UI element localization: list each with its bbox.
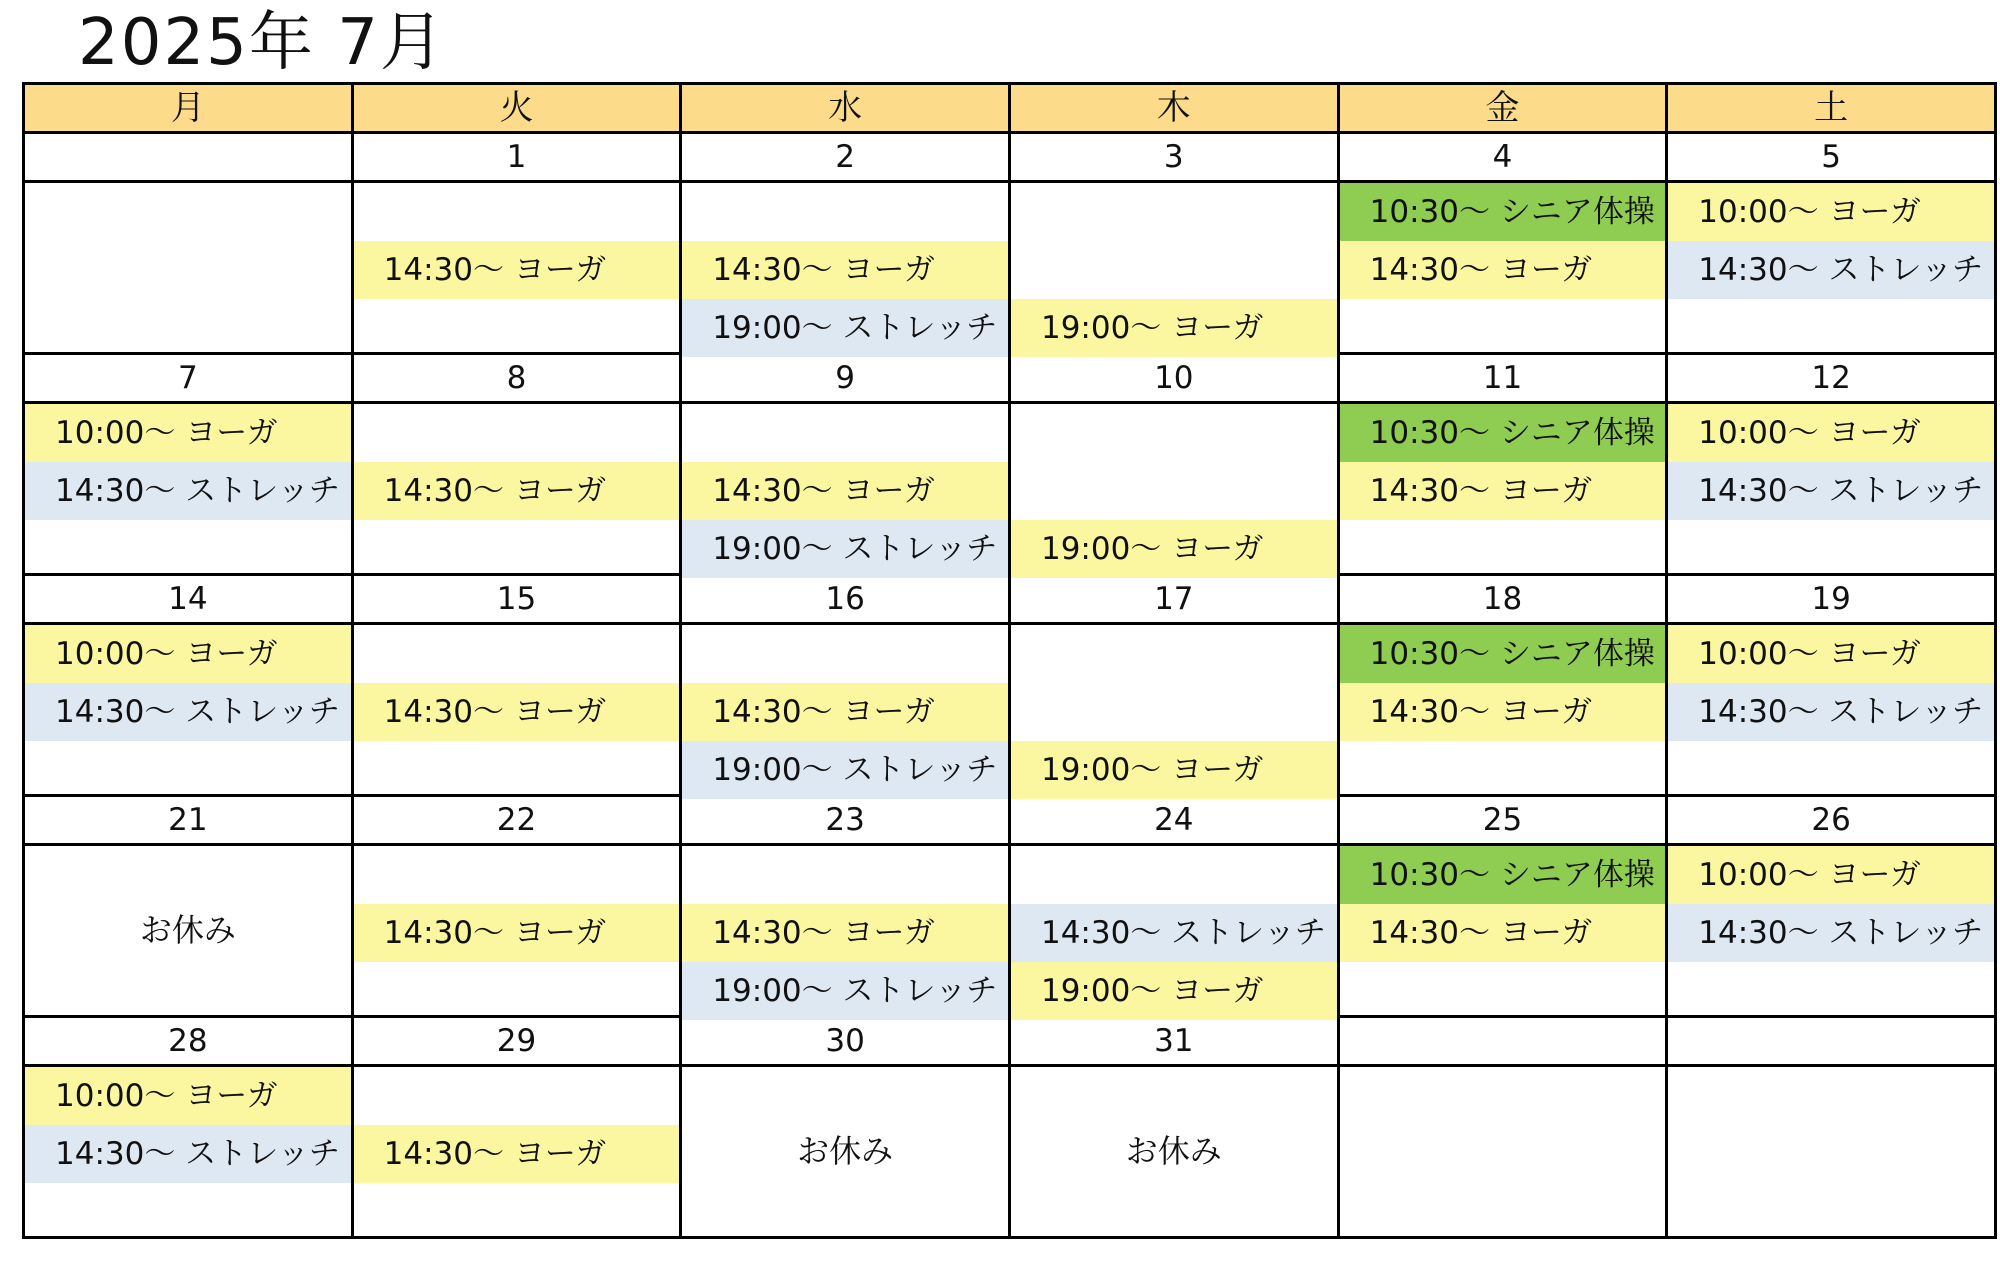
calendar-grid: [22, 82, 1997, 1239]
closed-label: お休み: [139, 911, 236, 949]
empty-slot: [25, 241, 351, 299]
class-slot-list: [1340, 625, 1666, 794]
day-schedule-cell: [681, 624, 1010, 796]
date-cell: [1009, 796, 1338, 845]
class-slot-list: [682, 404, 1008, 573]
day-schedule-cell: [1667, 182, 1996, 354]
empty-slot: [1340, 741, 1666, 799]
day-number: [1340, 1018, 1666, 1064]
empty-slot: [354, 404, 680, 462]
day-number: 4: [1492, 139, 1513, 175]
class-slot: 10:00～ ヨーガ: [1668, 846, 1994, 904]
day-number: 28: [168, 1023, 208, 1059]
class-slot-list: [682, 625, 1008, 794]
day-schedule-cell: [1667, 403, 1996, 575]
empty-slot: [1340, 299, 1666, 357]
day-schedule-cell: [681, 1066, 1010, 1238]
day-number: 26: [1811, 802, 1851, 838]
day-schedule-cell: [352, 845, 681, 1017]
day-schedule-cell: [1338, 624, 1667, 796]
class-slot-list: [1340, 183, 1666, 352]
class-slot-list: [1340, 404, 1666, 573]
empty-slot: [1340, 520, 1666, 578]
date-cell: [681, 133, 1010, 182]
empty-slot: [682, 404, 1008, 462]
date-row: [24, 796, 1996, 845]
class-slot-list: [1668, 846, 1994, 1015]
class-slot-list: [1668, 1067, 1994, 1236]
empty-slot: [25, 520, 351, 578]
class-slot-list: [354, 1067, 680, 1236]
empty-slot: [354, 846, 680, 904]
day-schedule-cell: [1338, 182, 1667, 354]
class-slot: 14:30～ ストレッチ: [25, 462, 351, 520]
day-schedule-cell: [1667, 624, 1996, 796]
day-schedule-cell: [1338, 403, 1667, 575]
empty-slot: [1668, 1125, 1994, 1183]
date-row: [24, 133, 1996, 182]
class-slot: 14:30～ ストレッチ: [1668, 462, 1994, 520]
empty-slot: [1011, 462, 1337, 520]
class-slot-list: [354, 183, 680, 352]
class-slot: 19:00～ ストレッチ: [682, 299, 1008, 357]
class-slot: 19:00～ ストレッチ: [682, 741, 1008, 799]
class-slot: 14:30～ ストレッチ: [1668, 904, 1994, 962]
empty-slot: [354, 1183, 680, 1241]
class-slot: 10:30～ シニア体操: [1340, 183, 1666, 241]
class-slot: 19:00～ ヨーガ: [1011, 520, 1337, 578]
empty-slot: [1011, 683, 1337, 741]
empty-slot: [1011, 404, 1337, 462]
day-schedule-cell: [1667, 1066, 1996, 1238]
date-cell: [681, 354, 1010, 403]
empty-slot: [25, 183, 351, 241]
day-number: 25: [1482, 802, 1523, 838]
day-number: 5: [1821, 139, 1841, 175]
page-title: 2025年 7月: [78, 6, 446, 80]
class-slot: 14:30～ ヨーガ: [1340, 904, 1666, 962]
empty-slot: [1668, 520, 1994, 578]
class-slot-list: [25, 183, 351, 352]
date-cell: [1009, 1017, 1338, 1066]
class-slot: 14:30～ ヨーガ: [1340, 462, 1666, 520]
day-number: 3: [1163, 139, 1184, 175]
weekday-header: 水: [681, 84, 1010, 133]
empty-slot: [354, 1067, 680, 1125]
class-slot: 14:30～ ヨーガ: [354, 683, 680, 741]
day-number: [25, 134, 351, 180]
empty-slot: [682, 625, 1008, 683]
day-schedule-cell: [24, 182, 353, 354]
day-schedule-cell: [24, 403, 353, 575]
date-cell: [1667, 796, 1996, 845]
class-slot: 14:30～ ヨーガ: [682, 904, 1008, 962]
empty-slot: [1340, 1183, 1666, 1241]
weekday-header: 土: [1667, 84, 1996, 133]
day-number: 18: [1482, 581, 1523, 617]
class-slot: 10:30～ シニア体操: [1340, 625, 1666, 683]
class-slot-list: [1668, 625, 1994, 794]
day-schedule-cell: [24, 845, 353, 1017]
empty-slot: [1340, 1125, 1666, 1183]
day-number: 10: [1154, 360, 1194, 396]
date-cell: [24, 133, 353, 182]
class-slot: 19:00～ ヨーガ: [1011, 962, 1337, 1020]
day-number: 11: [1482, 360, 1523, 396]
class-slot: 14:30～ ストレッチ: [25, 1125, 351, 1183]
schedule-row: [24, 624, 1996, 796]
empty-slot: [25, 1183, 351, 1241]
empty-slot: [25, 299, 351, 357]
empty-slot: [682, 846, 1008, 904]
class-slot: 10:00～ ヨーガ: [25, 1067, 351, 1125]
day-schedule-cell: [1338, 1066, 1667, 1238]
weekday-header: 火: [352, 84, 681, 133]
date-cell: [1338, 575, 1667, 624]
day-number: 31: [1154, 1023, 1194, 1059]
weekday-header: 月: [24, 84, 353, 133]
day-schedule-cell: [24, 624, 353, 796]
date-row: [24, 1017, 1996, 1066]
class-slot: 10:00～ ヨーガ: [1668, 183, 1994, 241]
day-schedule-cell: [1009, 182, 1338, 354]
weekday-header: 木: [1009, 84, 1338, 133]
empty-slot: [1668, 299, 1994, 357]
day-number: 30: [825, 1023, 865, 1059]
class-slot: 14:30～ ヨーガ: [682, 241, 1008, 299]
day-number: 16: [825, 581, 865, 617]
date-cell: [1667, 1017, 1996, 1066]
empty-slot: [1340, 962, 1666, 1020]
date-cell: [352, 133, 681, 182]
class-slot: 10:00～ ヨーガ: [25, 404, 351, 462]
date-row: [24, 354, 1996, 403]
class-slot: 19:00～ ヨーガ: [1011, 299, 1337, 357]
day-number: 2: [835, 139, 855, 175]
class-slot-list: [1340, 846, 1666, 1015]
class-slot: 10:30～ シニア体操: [1340, 846, 1666, 904]
date-cell: [24, 575, 353, 624]
class-slot: 14:30～ ストレッチ: [1668, 683, 1994, 741]
empty-slot: [1668, 1183, 1994, 1241]
class-slot: 14:30～ ヨーガ: [354, 904, 680, 962]
date-cell: [1338, 1017, 1667, 1066]
day-schedule-cell: [1009, 624, 1338, 796]
empty-slot: [1668, 962, 1994, 1020]
day-number: 12: [1811, 360, 1851, 396]
empty-slot: [1668, 741, 1994, 799]
closed-label: お休み: [797, 1132, 894, 1170]
class-slot-list: [354, 846, 680, 1015]
empty-slot: [354, 520, 680, 578]
date-cell: [1338, 133, 1667, 182]
day-number: 1: [506, 139, 527, 175]
schedule-row: [24, 1066, 1996, 1238]
date-cell: [1009, 575, 1338, 624]
day-number: 17: [1154, 581, 1194, 617]
day-schedule-cell: [352, 403, 681, 575]
empty-slot: [25, 741, 351, 799]
class-slot: 14:30～ ストレッチ: [1011, 904, 1337, 962]
empty-slot: [1011, 625, 1337, 683]
day-number: 7: [177, 360, 198, 396]
day-schedule-cell: [24, 1066, 353, 1238]
day-number: 8: [506, 360, 527, 396]
class-slot-list: [354, 625, 680, 794]
empty-slot: [1011, 241, 1337, 299]
day-schedule-cell: [352, 1066, 681, 1238]
empty-slot: [1011, 183, 1337, 241]
class-slot-list: [1011, 846, 1337, 1015]
day-number: 21: [168, 802, 208, 838]
class-slot: 14:30～ ストレッチ: [1668, 241, 1994, 299]
day-schedule-cell: [352, 182, 681, 354]
day-schedule-cell: [352, 624, 681, 796]
class-slot-list: [682, 846, 1008, 1015]
empty-slot: [354, 299, 680, 357]
class-slot-list: [25, 625, 351, 794]
class-slot: 10:30～ シニア体操: [1340, 404, 1666, 462]
class-slot: 14:30～ ストレッチ: [25, 683, 351, 741]
day-number: [1668, 1018, 1994, 1064]
class-slot-list: [1011, 183, 1337, 352]
day-schedule-cell: [1009, 403, 1338, 575]
class-slot-list: [1011, 625, 1337, 794]
empty-slot: [354, 625, 680, 683]
class-slot-list: [25, 1067, 351, 1236]
day-schedule-cell: [681, 845, 1010, 1017]
date-cell: [1667, 354, 1996, 403]
empty-slot: [1011, 846, 1337, 904]
date-cell: [24, 1017, 353, 1066]
day-number: 22: [496, 802, 537, 838]
date-cell: [1338, 354, 1667, 403]
date-cell: [681, 796, 1010, 845]
empty-slot: [1668, 1067, 1994, 1125]
date-cell: [352, 796, 681, 845]
class-slot-list: [1668, 404, 1994, 573]
class-slot: 14:30～ ヨーガ: [1340, 683, 1666, 741]
day-schedule-cell: [1009, 845, 1338, 1017]
day-schedule-cell: [681, 403, 1010, 575]
date-cell: [1009, 354, 1338, 403]
date-cell: [24, 354, 353, 403]
date-cell: [1009, 133, 1338, 182]
class-slot: 14:30～ ヨーガ: [682, 683, 1008, 741]
class-slot: 10:00～ ヨーガ: [1668, 404, 1994, 462]
date-cell: [1667, 133, 1996, 182]
date-cell: [352, 354, 681, 403]
date-cell: [681, 575, 1010, 624]
weekday-header-row: [24, 84, 1996, 133]
day-number: 19: [1811, 581, 1851, 617]
class-slot-list: [1668, 183, 1994, 352]
day-schedule-cell: [1338, 845, 1667, 1017]
date-row: [24, 575, 1996, 624]
class-slot-list: [682, 183, 1008, 352]
day-number: 23: [825, 802, 865, 838]
schedule-row: [24, 403, 1996, 575]
class-slot-list: [354, 404, 680, 573]
class-slot: 14:30～ ヨーガ: [354, 462, 680, 520]
empty-slot: [354, 741, 680, 799]
schedule-row: [24, 845, 1996, 1017]
class-slot: 14:30～ ヨーガ: [354, 241, 680, 299]
class-slot-list: [1011, 404, 1337, 573]
date-cell: [352, 575, 681, 624]
day-number: 15: [496, 581, 537, 617]
weekday-header: 金: [1338, 84, 1667, 133]
day-number: 29: [496, 1023, 537, 1059]
date-cell: [1667, 575, 1996, 624]
class-slot: 10:00～ ヨーガ: [1668, 625, 1994, 683]
class-slot-list: [1340, 1067, 1666, 1236]
empty-slot: [354, 962, 680, 1020]
class-slot: 10:00～ ヨーガ: [25, 625, 351, 683]
date-cell: [681, 1017, 1010, 1066]
day-number: 9: [835, 360, 855, 396]
empty-slot: [682, 183, 1008, 241]
day-schedule-cell: [1009, 1066, 1338, 1238]
schedule-row: [24, 182, 1996, 354]
class-slot: 19:00～ ヨーガ: [1011, 741, 1337, 799]
class-slot: 14:30～ ヨーガ: [1340, 241, 1666, 299]
empty-slot: [1340, 1067, 1666, 1125]
class-slot: 19:00～ ストレッチ: [682, 520, 1008, 578]
date-cell: [1338, 796, 1667, 845]
empty-slot: [354, 183, 680, 241]
class-slot: 14:30～ ヨーガ: [682, 462, 1008, 520]
class-slot: 19:00～ ストレッチ: [682, 962, 1008, 1020]
day-schedule-cell: [681, 182, 1010, 354]
date-cell: [24, 796, 353, 845]
day-number: 24: [1154, 802, 1194, 838]
date-cell: [352, 1017, 681, 1066]
class-slot: 14:30～ ヨーガ: [354, 1125, 680, 1183]
day-schedule-cell: [1667, 845, 1996, 1017]
day-number: 14: [168, 581, 208, 617]
closed-label: お休み: [1125, 1132, 1222, 1170]
class-slot-list: [25, 404, 351, 573]
